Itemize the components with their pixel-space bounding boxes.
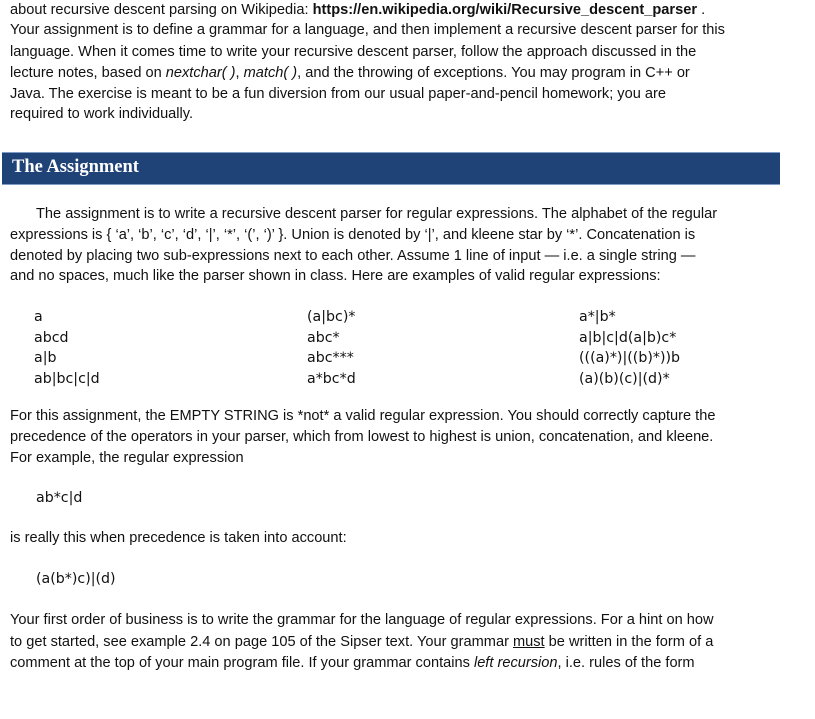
intro-line-2: Your assignment is to define a grammar for a language, and then implement a recursive descent parser for this xyxy=(10,22,725,38)
intro-line-3: language. When it comes time to write your recursive descent parser, follow the approach discussed in the xyxy=(10,44,697,60)
example-regex: ab|bc|c|d xyxy=(34,371,100,388)
examples-column-1 xyxy=(34,307,100,390)
code-example-1: ab*c|d xyxy=(36,490,83,506)
para4-line-2 xyxy=(10,632,713,653)
example-regex: a*|b* xyxy=(579,309,616,325)
examples-column-2 xyxy=(307,307,356,390)
intro-text: about recursive descent parsing on Wikipedia: xyxy=(10,2,313,18)
nextchar-term: nextchar( ) xyxy=(165,65,236,81)
para4-text: , i.e. rules of the form xyxy=(557,655,695,671)
para2-line-2: precedence of the operators in your parser, which from lowest to highest is union, concatenation, and kleene. xyxy=(10,429,714,445)
example-regex: abc*** xyxy=(307,350,354,367)
match-term: match( ) xyxy=(243,65,298,81)
intro-text: . xyxy=(697,2,706,18)
section-banner xyxy=(2,152,780,185)
intro-text: lecture notes, based on xyxy=(10,65,166,81)
left-recursion-term: left recursion xyxy=(473,655,558,671)
example-regex: a|b|c|d(a|b)c* xyxy=(579,329,677,346)
para1-line-2: expressions is { ‘a’, ‘b’, ‘c’, ‘d’, ‘|’, ‘*’, ‘(’, ‘)’ }. Union is denoted by ‘|’, and kleene star by ‘*’. Concatenation is xyxy=(10,227,696,243)
example-regex: a xyxy=(34,309,43,325)
para2-line-3: For example, the regular expression xyxy=(10,450,244,466)
para1-line-3: denoted by placing two sub-expressions next to each other. Assume 1 line of input — i.e. a single string — xyxy=(10,248,696,264)
para4-line-1: Your first order of business is to write the grammar for the language of regular expressions. For a hint on how xyxy=(10,612,714,628)
intro-line-6: required to work individually. xyxy=(10,106,194,122)
example-regex: (a|bc)* xyxy=(307,309,356,325)
para4-text: be written in the form of a xyxy=(544,634,714,650)
para1-line-1: The assignment is to write a recursive descent parser for regular expressions. The alphabet of the regular xyxy=(36,206,718,222)
examples-column-3 xyxy=(579,307,680,390)
intro-line-5: Java. The exercise is meant to be a fun diversion from our usual paper-and-pencil homework; you are xyxy=(10,86,666,102)
para2-line-1: For this assignment, the EMPTY STRING is *not* a valid regular expression. You should correctly capture the xyxy=(10,408,716,424)
intro-line-1 xyxy=(10,0,705,21)
section-title: The Assignment xyxy=(12,157,139,177)
intro-line-4 xyxy=(10,63,690,84)
example-regex: a*bc*d xyxy=(307,371,356,388)
example-regex: (((a)*)|((b)*))b xyxy=(579,350,681,367)
example-regex: abcd xyxy=(34,329,69,346)
example-regex: abc* xyxy=(307,329,340,346)
example-regex: (a)(b)(c)|(d)* xyxy=(579,371,670,388)
example-regex: a|b xyxy=(34,350,57,367)
para1-line-4: and no spaces, much like the parser shown in class. Here are examples of valid regular expressions: xyxy=(10,268,661,284)
intro-text: , xyxy=(235,65,244,81)
para3-line: is really this when precedence is taken into account: xyxy=(10,530,347,546)
para4-text: to get started, see example 2.4 on page 105 of the Sipser text. Your grammar xyxy=(10,634,513,650)
intro-text: , and the throwing of exceptions. You may program in C++ or xyxy=(297,65,690,81)
wikipedia-url[interactable]: https://en.wikipedia.org/wiki/Recursive_descent_parser xyxy=(312,2,698,18)
para4-text: comment at the top of your main program file. If your grammar contains xyxy=(10,655,474,671)
must-emphasis: must xyxy=(512,634,545,650)
para4-line-3 xyxy=(10,653,695,674)
code-example-2: (a(b*)c)|(d) xyxy=(36,571,116,587)
